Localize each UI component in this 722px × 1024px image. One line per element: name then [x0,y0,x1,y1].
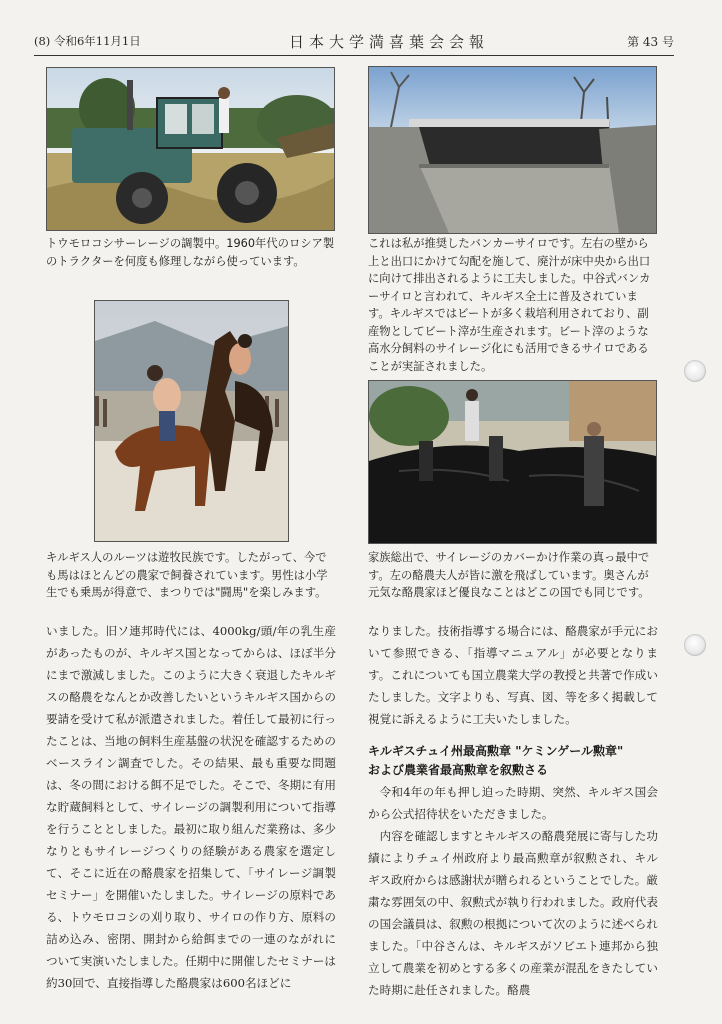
section-heading-line-2: および農業省最高勲章を叙勲さる [368,763,549,777]
horse-image [95,301,288,541]
bunker-caption: これは私が推奨したバンカーサイロです。左右の壁から上と出口にかけて勾配を施して、廃汁が床中央から出口に向けて排出されるように工夫しました。中谷式バンカーサイロと言われて、キルギス全土に普及されています。キルギスではビートが多く栽培利用されており、副産物としてビート滓が生産されます。ビート滓のような高水分飼料のサイレージ化にも活用できるサイロであることが実証されました。 [368,237,651,373]
horse-caption: キルギス人のルーツは遊牧民族です。したがって、今でも馬はほとんどの農家で飼養されています。男性は小学生でも乗馬が得意で、まつりでは"闘馬"を楽しみます。 [46,551,328,599]
tractor-silage-photo [46,67,335,231]
right-body-column-top [368,620,658,730]
cover-image [369,381,656,543]
right-body-column-bottom [368,781,658,1001]
horse-game-photo [94,300,289,542]
section-heading-line-1: キルギスチュイ州最高勲章 "ケミンゲール勲章" [368,744,624,758]
issue-date: (8) 令和6年11月1日 [34,34,141,48]
silage-cover-photo [368,380,657,544]
right-body-para-2: 内容を確認しますとキルギスの酪農発展に寄与した功績によりチュイ州政府より最高勲章が叙勲され、キルギス政府からは感謝状が贈られるということでした。厳粛な雰囲気の中、叙勲式が執り行われました。政府代表の国会議員は、叙勲の根拠について次のように述べられました。「中谷さんは、キルギスがソビエト連邦から独立して農業を初めとする多くの産業が混乱をきたしていた時期に赴任されました。酪農 [368,829,658,997]
publication-title: 日本大学満喜葉会会報 [289,33,490,51]
page-header [34,31,674,53]
left-body-column [46,620,336,994]
punch-hole-top [684,360,706,382]
tractor-image [47,68,334,230]
tractor-caption: トウモロコシサーレージの調製中。1960年代のロシア製のトラクターを何度も修理しながら使っています。 [46,237,335,268]
header-rule [34,55,674,56]
left-body-text: いました。旧ソ連邦時代には、4000kg/頭/年の乳生産があったものが、キルギス国となってからは、ほぼ半分にまで激減しました。このように大きく衰退したキルギスの酪農をなんとか改善したいというキルギス国からの要請を受けて私が派遣されました。着任して最初に行ったことは、当地の飼料生産基盤の状況を確認するためのベースライン調査でした。その結果、最も重要な問題は、冬の間における餌不足でした。そこで、冬期に有用な貯蔵飼料として、サイレージの調製利用について指導を行うこととしました。最初に取り組んだ業務は、多少なりともサイレージつくりの経験がある農家を選定して、そこに近在の酪農家を招集して、「サイレージ調製セミナー」を開催いたしました。サイレージの原料である、トウモロコシの刈り取り、サイロの作り方、原料の詰め込み、密閉、開封から給餌までの一連のながれについて実演いたしました。任期中に開催したセミナーは約30回で、直接指導した酪農家は600名ほどに [46,624,336,990]
cover-caption: 家族総出で、サイレージのカバーかけ作業の真っ最中です。左の酪農夫人が皆に激を飛ばしています。奥さんが元気な酪農家ほど優良なことはどこの国でも同じです。 [368,551,650,599]
right-body-para-1: 令和4年の年も押し迫った時期、突然、キルギス国会から公式招待状をいただきました。 [368,785,658,821]
right-body-text-top: なりました。技術指導する場合には、酪農家が手元において参照できる、「指導マニュアル」が必要となります。これについても国立農業大学の教授と共著で作成いたしました。文字よりも、写真、図、等を多く掲載して視覚に訴えるように工夫いたしました。 [368,624,658,726]
issue-number: 第 43 号 [627,35,674,49]
bunker-image [369,67,656,233]
section-heading [368,742,668,780]
punch-hole-bottom [684,634,706,656]
bunker-silo-photo [368,66,657,234]
